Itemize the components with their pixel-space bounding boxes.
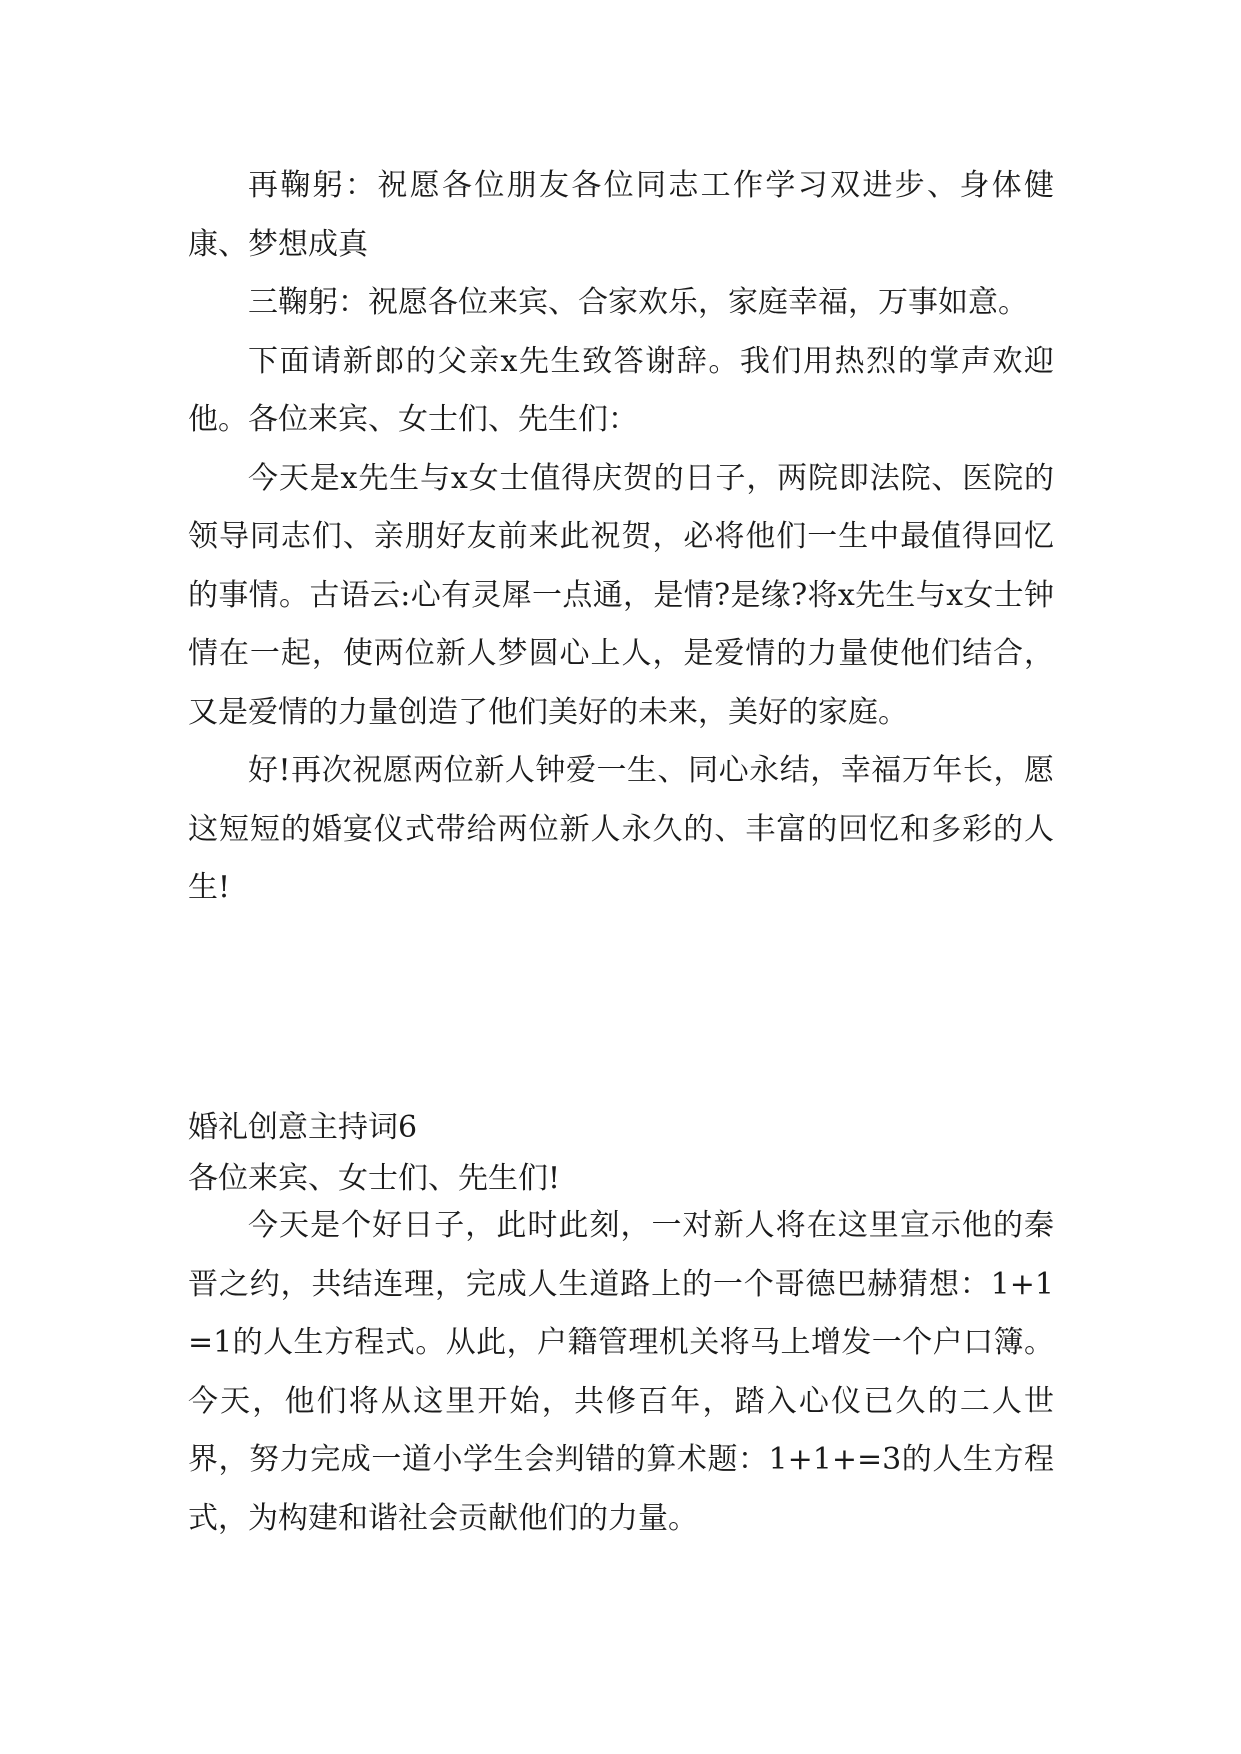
paragraph: 好!再次祝愿两位新人钟爱一生、同心永结，幸福万年长，愿这短短的婚宴仪式带给两位新人永久的、丰富的回忆和多彩的人生!: [188, 753, 1054, 905]
paragraph: 今天是x先生与x女士值得庆贺的日子，两院即法院、医院的领导同志们、亲朋好友前来此祝贺，必将他们一生中最值得回忆的事情。古语云:心有灵犀一点通，是情?是缘?将x先生与x女士钟情在一起，使两位新人梦圆心上人，是爱情的力量使他们结合，又是爱情的力量创造了他们美好的未来，美好的家庭。: [188, 460, 1054, 730]
body-text-upper: [188, 157, 1054, 918]
body-text-lower: [188, 1197, 1054, 1548]
greeting: 各位来宾、女士们、先生们!: [188, 1161, 561, 1196]
paragraph: 再鞠躬：祝愿各位朋友各位同志工作学习双进步、身体健康、梦想成真: [188, 168, 1054, 262]
paragraph: 三鞠躬：祝愿各位来宾、合家欢乐，家庭幸福，万事如意。: [248, 285, 1028, 320]
paragraph: 今天是个好日子，此时此刻，一对新人将在这里宣示他的秦晋之约，共结连理，完成人生道路上的一个哥德巴赫猜想：1+1=1的人生方程式。从此，户籍管理机关将马上增发一个户口簿。今天，他们将从这里开始，共修百年，踏入心仪已久的二人世界，努力完成一道小学生会判错的算术题：1+1+=3的人生方程式，为构建和谐社会贡献他们的力量。: [188, 1208, 1054, 1536]
section-title: 婚礼创意主持词6: [188, 1110, 418, 1145]
paragraph: 下面请新郎的父亲x先生致答谢辞。我们用热烈的掌声欢迎他。各位来宾、女士们、先生们：: [188, 343, 1054, 437]
section-heading-block: [188, 1102, 1054, 1204]
